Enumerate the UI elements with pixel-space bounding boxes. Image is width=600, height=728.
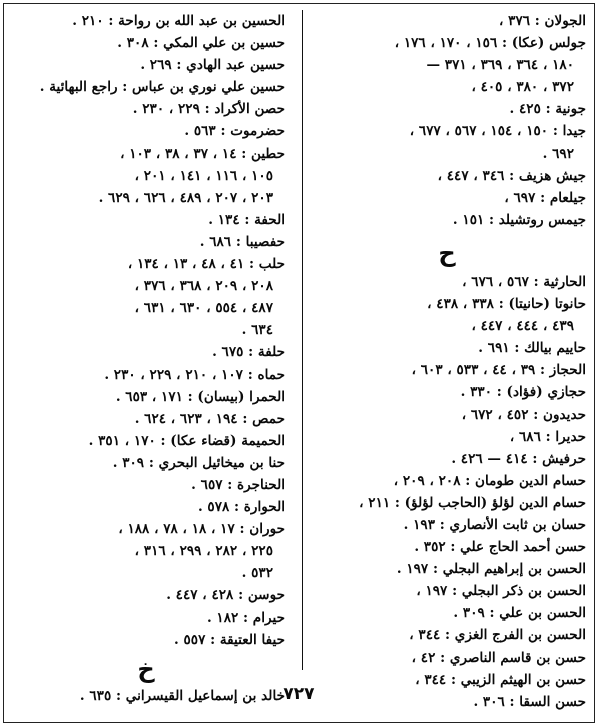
index-entry: حطين : ١٤ ، ٣٧ ، ٣٨ ، ١٠٣ ،	[120, 145, 285, 162]
index-entry: الحناجرة : ٦٥٧ .	[191, 476, 285, 493]
index-entry: حنا بن ميخائيل البحري : ٣٠٩ .	[112, 454, 285, 471]
haa-entries-continued	[7, 10, 285, 651]
index-entry: حسام الدين لؤلؤ (الحاجب لؤلؤ) : ٢١١ ،	[359, 494, 586, 511]
index-entry: جونية : ٤٢٥ .	[509, 101, 586, 118]
index-entry: الحفة : ١٣٤ .	[208, 211, 285, 228]
index-entry: حضرموت : ٥٦٣ .	[184, 123, 285, 140]
index-entry: ٣٧٢ ، ٣٨٠ ، ٤٠٥ ،	[471, 79, 574, 96]
index-entry: حسين عبد الهادي : ٢٦٩ .	[140, 57, 285, 74]
index-entry: الحسن بن علي : ٣٠٩ .	[453, 605, 586, 622]
index-entry: الجولان : ٣٧٦ ،	[499, 13, 586, 29]
index-entry: حلفة : ٦٧٥ .	[212, 344, 285, 361]
index-entry: حفصيبا : ٦٨٦ .	[199, 233, 285, 250]
section-letter-haa: ح	[438, 238, 456, 267]
index-page	[3, 3, 595, 723]
index-entry: حيرام : ١٨٢ .	[206, 609, 285, 626]
index-entry: حصن الأكراد : ٢٢٩ ، ٢٣٠ .	[132, 101, 285, 118]
index-entry: الحمرا (بيسان) : ١٧١ ، ٦٥٣ .	[115, 388, 285, 405]
index-entry: جيدا : ١٥٠ ، ١٥٤ ، ٥٦٧ ، ٦٧٧ ،	[409, 123, 586, 140]
index-entry: ٢٠٨ ، ٢٠٩ ، ٣٦٨ ، ٣٧٦ ،	[134, 278, 273, 295]
index-entry: حجازي (فؤاد) : ٣٣٠ .	[460, 384, 586, 401]
index-entry: حسين بن علي المكي : ٣٠٨ .	[117, 35, 285, 52]
index-entry: جيمس روتشيلد : ١٥١ .	[452, 211, 586, 228]
index-entry: الحسن بن الفرج الغزي : ٣٤٤ ،	[409, 627, 586, 644]
haa-entries	[308, 271, 586, 713]
index-entry: حسن أحمد الحاج علي : ٣٥٢ .	[414, 539, 586, 556]
index-entry: حيفا العتيقة : ٥٥٧ .	[174, 631, 285, 648]
jeem-entries	[308, 10, 586, 231]
index-entry: حسان بن ثابت الأنصاري : ١٩٣ .	[403, 516, 586, 533]
index-entry: حسن السقا : ٣٠٦ .	[473, 693, 586, 710]
index-entry: الحسن بن ذكر البجلي : ١٩٧ ،	[416, 583, 586, 600]
index-entry: الحسين بن عبد الله بن رواحة : ٢١٠ .	[72, 13, 285, 29]
index-entry: ٦٩٢ .	[542, 145, 574, 162]
index-entry: الحارثية : ٥٦٧ ، ٦٧٦ ،	[462, 273, 586, 290]
index-entry: ٦٣٤ .	[241, 322, 273, 339]
index-entry: حديدون : ٤٥٢ ، ٦٧٢ ،	[461, 406, 586, 423]
left-column	[7, 10, 285, 707]
right-column	[308, 10, 586, 713]
index-entry: حسن بن قاسم الناصري : ٤٢ ،	[411, 649, 586, 666]
index-entry: حماه : ١٠٧ ، ٢١٠ ، ٢٢٩ ، ٢٣٠ .	[104, 366, 285, 383]
index-entry: ١٨٠ ، ٣٦٤ ، ٣٦٩ ، ٣٧١ —	[426, 57, 574, 74]
index-entry: ٤٨٧ ، ٥٥٤ ، ٦٣٠ ، ٦٣١ ،	[134, 300, 273, 317]
page-number: ٧٢٧	[283, 684, 315, 704]
index-entry: حديرا : ٦٨٦ ،	[509, 428, 586, 445]
index-entry: حرفيش : ٤١٤ — ٤٢٦ .	[451, 450, 586, 467]
index-entry: جيلعام : ٦٩٧ ،	[504, 189, 586, 206]
index-entry: ١٠٥ ، ١١٦ ، ١٤١ ، ٢٠١ ،	[134, 167, 273, 184]
index-entry: حلب : ٤١ ، ٤٨ ، ١٣ ، ١٣٤ ،	[127, 256, 285, 273]
index-entry: الحجاز : ٣٩ ، ٤٤ ، ٥٣٣ ، ٦٠٣ ،	[411, 362, 586, 379]
index-entry: حانوتا (حانيتا) : ٣٣٨ ، ٤٣٨ ،	[427, 296, 586, 313]
index-entry: الحسن بن إبراهيم البجلي : ١٩٧ .	[396, 561, 586, 578]
index-entry: حسين علي نوري بن عباس : راجع البهائية .	[39, 79, 285, 96]
index-entry: ٢٢٥ ، ٢٨٢ ، ٢٩٩ ، ٣١٦ ،	[134, 543, 273, 560]
index-entry: جيش هزيف : ٣٤٦ ، ٤٤٧ ،	[437, 167, 586, 184]
index-entry: ٥٣٢ .	[241, 565, 273, 582]
index-entry: حاييم بيالك : ٦٩١ .	[478, 340, 586, 357]
index-entry: حسن بن الهيثم الزيبي : ٣٤٤ ،	[415, 671, 586, 688]
index-entry: جولس (عكا) : ١٥٦ ، ١٧٠ ، ١٧٦ ،	[394, 35, 586, 52]
index-entry: الحوارة : ٥٧٨ .	[197, 499, 285, 516]
index-entry: ٤٣٩ ، ٤٤٤ ، ٤٤٧ ،	[471, 318, 574, 335]
index-entry: حمص : ١٩٤ ، ٦٢٣ ، ٦٢٤ .	[134, 410, 285, 427]
index-entry: حوسن : ٤٢٨ ، ٤٤٧ .	[166, 587, 285, 604]
index-entry: الحميمة (قضاء عكا) : ١٧٠ ، ٣٥١ .	[88, 432, 285, 449]
index-entry: حوران : ١٧ ، ١٨ ، ٧٨ ، ١٨٨ ،	[118, 521, 285, 538]
index-entry: ٢٠٣ ، ٢٠٧ ، ٤٨٩ ، ٦٢٦ ، ٦٢٩ .	[98, 189, 273, 206]
column-divider	[302, 10, 303, 670]
index-entry: خالد بن إسماعيل القيسراني : ٦٣٥ .	[79, 687, 285, 704]
index-entry: حسام الدين طومان : ٢٠٨ ، ٢٠٩ ،	[393, 472, 586, 489]
section-letter-khaa: خ	[137, 654, 155, 683]
